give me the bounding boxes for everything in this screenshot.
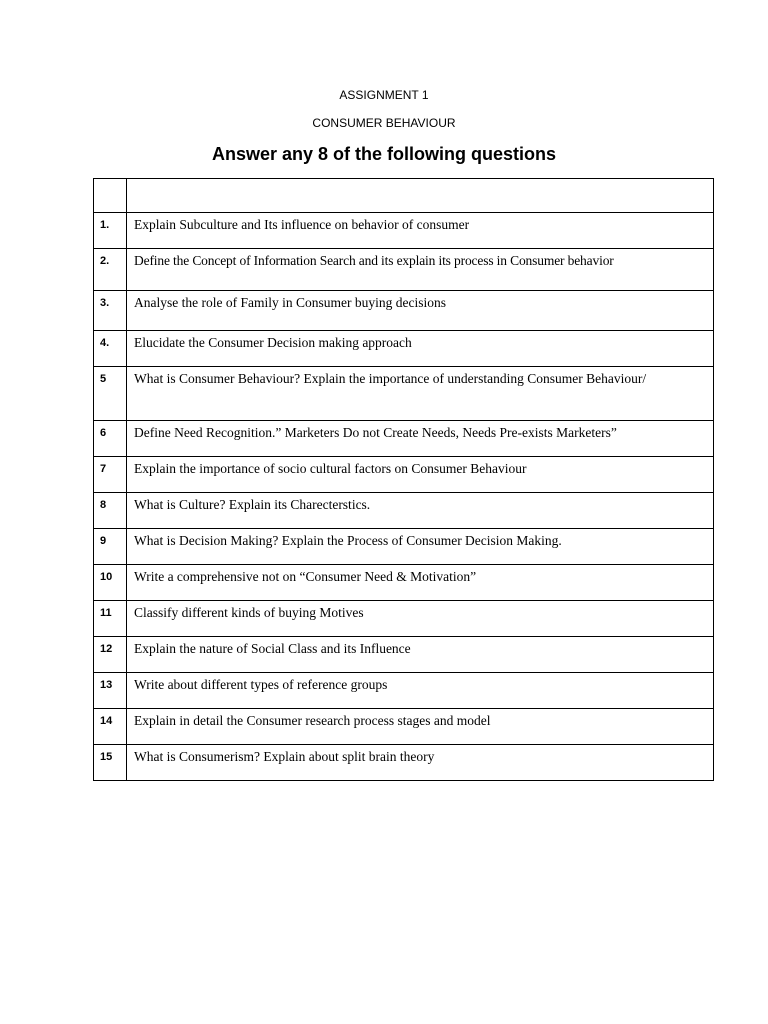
table-row bbox=[94, 331, 714, 367]
question-text: Classify different kinds of buying Motives bbox=[127, 601, 714, 637]
table-header-row bbox=[94, 179, 714, 213]
questions-table bbox=[93, 178, 714, 781]
table-row bbox=[94, 291, 714, 331]
table-row bbox=[94, 529, 714, 565]
table-row bbox=[94, 213, 714, 249]
instruction-heading: Answer any 8 of the following questions bbox=[211, 144, 557, 164]
question-number: 14 bbox=[94, 709, 127, 745]
question-text: Explain Subculture and Its influence on behavior of consumer bbox=[127, 213, 714, 249]
question-text: Define the Concept of Information Search and its explain its process in Consumer behavior bbox=[127, 249, 714, 291]
empty-cell bbox=[94, 179, 127, 213]
question-text: What is Consumer Behaviour? Explain the importance of understanding Consumer Behaviour/ bbox=[127, 367, 714, 421]
table-row bbox=[94, 601, 714, 637]
question-text: What is Decision Making? Explain the Process of Consumer Decision Making. bbox=[127, 529, 714, 565]
question-text: Elucidate the Consumer Decision making approach bbox=[127, 331, 714, 367]
question-text: Explain the importance of socio cultural factors on Consumer Behaviour bbox=[127, 457, 714, 493]
assignment-title: ASSIGNMENT 1 bbox=[339, 88, 429, 102]
question-text: Write a comprehensive not on “Consumer Need & Motivation” bbox=[127, 565, 714, 601]
table-row bbox=[94, 673, 714, 709]
question-number: 12 bbox=[94, 637, 127, 673]
question-text: Explain in detail the Consumer research process stages and model bbox=[127, 709, 714, 745]
question-text: Analyse the role of Family in Consumer buying decisions bbox=[127, 291, 714, 331]
question-text: Define Need Recognition.” Marketers Do not Create Needs, Needs Pre-exists Marketers” bbox=[127, 421, 714, 457]
subject-title: CONSUMER BEHAVIOUR bbox=[312, 116, 456, 130]
question-number: 11 bbox=[94, 601, 127, 637]
table-row bbox=[94, 367, 714, 421]
table-row bbox=[94, 745, 714, 781]
question-number: 6 bbox=[94, 421, 127, 457]
question-number: 2. bbox=[94, 249, 127, 291]
question-number: 8 bbox=[94, 493, 127, 529]
table-row bbox=[94, 457, 714, 493]
question-number: 10 bbox=[94, 565, 127, 601]
table-row bbox=[94, 249, 714, 291]
question-number: 1. bbox=[94, 213, 127, 249]
table-row bbox=[94, 637, 714, 673]
question-number: 9 bbox=[94, 529, 127, 565]
question-number: 15 bbox=[94, 745, 127, 781]
question-text: What is Consumerism? Explain about split brain theory bbox=[127, 745, 714, 781]
table-row bbox=[94, 493, 714, 529]
empty-cell bbox=[127, 179, 714, 213]
question-text: Explain the nature of Social Class and its Influence bbox=[127, 637, 714, 673]
question-text: Write about different types of reference groups bbox=[127, 673, 714, 709]
table-row bbox=[94, 709, 714, 745]
table-row bbox=[94, 421, 714, 457]
question-number: 7 bbox=[94, 457, 127, 493]
question-text: What is Culture? Explain its Charecterstics. bbox=[127, 493, 714, 529]
question-number: 5 bbox=[94, 367, 127, 421]
question-number: 3. bbox=[94, 291, 127, 331]
question-number: 13 bbox=[94, 673, 127, 709]
table-row bbox=[94, 565, 714, 601]
question-number: 4. bbox=[94, 331, 127, 367]
